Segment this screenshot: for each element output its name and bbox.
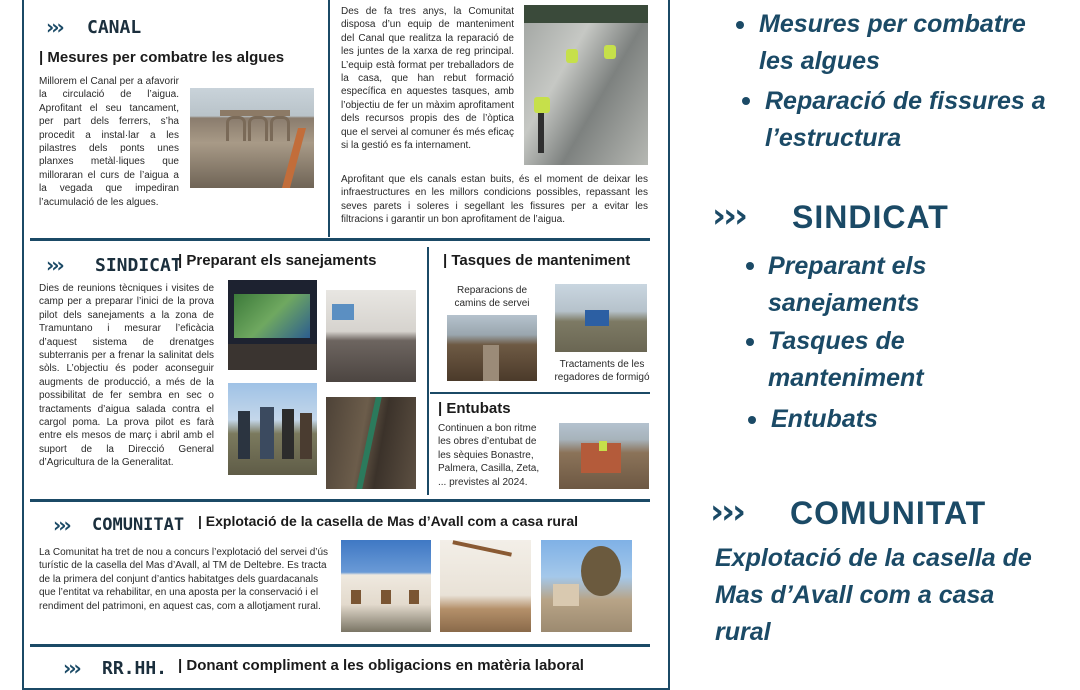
bullet-icon [746, 338, 754, 346]
chevron-icon: ››› [63, 656, 79, 680]
bullet-icon [736, 21, 744, 29]
caption-service-roads: Reparacions de camins de servei [454, 285, 530, 310]
sindicat-header: SINDICAT [95, 255, 182, 276]
sindicat-text: Dies de reunions tècniques i visites de camp per a preparar l’inici de la prova pilot dels sanejaments a la zona de Tramuntano i mesurar l’eficàcia d’aquest sistema de drenatges subterranis per a frenar la salinitat dels sòls. L’objectiu és poder aconseguir augments de producció, a més de la possibilitat de fer sembra en sec o tractaments d’aigua salada contra el cargol poma. La prova pilot es farà entre els mesos de març i abril amb el suport de la Direcció General d’Agricultura de la Generalitat. [39, 283, 214, 469]
rrhh-header: RR.HH. [102, 658, 168, 679]
meeting-screen-photo [228, 280, 317, 370]
entubats-text: Continuen a bon ritme les obres d’entubat de les sèquies Bonastre, Palmera, Casilla, Zeta, ... previstes al 2024. [438, 423, 540, 488]
section-divider [430, 392, 650, 394]
canal-text: Millorem el Canal per a afavorir la circulació de l’aigua. Aprofitant el seu tancament, per part dels ferrers, s’ha procedit a instal·lar a les pilastres dels ponts unes planxes metàl·liques que milloraran el curs de l’aigua a la vegada que impediran l’acumulació de les algues. [39, 76, 179, 208]
rrhh-subtitle: | Donant compliment a les obligacions en matèria laboral [178, 657, 584, 674]
bullet-icon [742, 97, 750, 105]
chevron-icon: ››› [712, 196, 746, 236]
summary-sindicat-header: SINDICAT [792, 199, 949, 235]
canal-subtitle: | Mesures per combatre les algues [39, 49, 285, 66]
chevron-icon: ››› [46, 15, 62, 39]
comunitat-subtitle: | Explotació de la casella de Mas d’Avall com a casa rural [198, 513, 579, 529]
summary-comunitat-header: COMUNITAT [790, 495, 987, 531]
summary-canal-item-1: Mesures per combatre les algues [759, 10, 1026, 75]
comunitat-text: La Comunitat ha tret de nou a concurs l’explotació del servei d’ús turístic de la casella del Mas d’Avall, al TM de Deltebre. Es tracta de la primera del conjunt d’antics habitatges dels guardacanals que l’entitat va rehabilitar, en una aposta per la conservació i el rendiment del patrimoni, en aquest cas, com a allotjament rural. [39, 547, 329, 612]
section-divider [30, 644, 650, 647]
chevron-icon: ››› [46, 253, 62, 277]
comunitat-header: COMUNITAT [92, 515, 185, 535]
summary-sindicat-item-3: Entubats [771, 405, 878, 433]
summary-comunitat-text: Explotació de la casella de Mas d’Avall com a casa rural [715, 544, 1032, 646]
pipe-works-photo [559, 423, 649, 489]
tasques-title: | Tasques de manteniment [443, 252, 631, 269]
column-divider [328, 0, 330, 237]
summary-sindicat-item-2: Tasques de manteniment [768, 327, 924, 392]
field-visit-photo [228, 383, 317, 475]
bullet-icon [746, 262, 754, 270]
rural-house-exterior-photo [341, 540, 431, 632]
canal-photo-workers [524, 5, 648, 165]
sindicat-subtitle: | Preparant els sanejaments [178, 252, 377, 269]
drainage-trench-photo [326, 397, 416, 489]
canal-maintenance-text: Des de fa tres anys, la Comunitat disposa d’un equip de manteniment del Canal que realitza la reparació de les juntes de la xarxa de reg principal. L’equip està format per treballadors de la casa, que han rebut formació específica en aquestes tasques, amb l’objectiu de fer un màxim aprofitament dels recursos propis des de l’òptica que el servei al comuner és més eficaç si la gestió es fa internament. [341, 6, 514, 152]
section-divider [30, 499, 650, 502]
column-divider [427, 247, 429, 495]
rural-house-interior-photo [440, 540, 531, 632]
canal-photo-pillars [190, 88, 314, 188]
concrete-channel-photo [555, 284, 647, 352]
chevron-icon: ››› [53, 513, 69, 537]
bullet-icon [748, 416, 756, 424]
section-divider [30, 238, 650, 241]
meeting-room-photo [326, 290, 416, 382]
summary-canal-item-2: Reparació de fissures a l’estructura [765, 87, 1046, 152]
chevron-icon: ››› [710, 492, 744, 532]
caption-concrete-channels: Tractaments de les regadores de formigó [554, 359, 650, 384]
canal-header: CANAL [87, 17, 142, 38]
entubats-title: | Entubats [438, 400, 511, 417]
canal-wide-text: Aprofitant que els canals estan buits, és el moment de deixar les infraestructures en les millors condicions possibles, repassant les seves parets i soleres i segellant les fissures per a evitar les filtracions i garantir un bon aprofitament de l’aigua. [341, 174, 648, 226]
summary-sindicat-item-1: Preparant els sanejaments [768, 252, 927, 317]
rural-house-yard-photo [541, 540, 632, 632]
service-road-photo [447, 315, 537, 381]
